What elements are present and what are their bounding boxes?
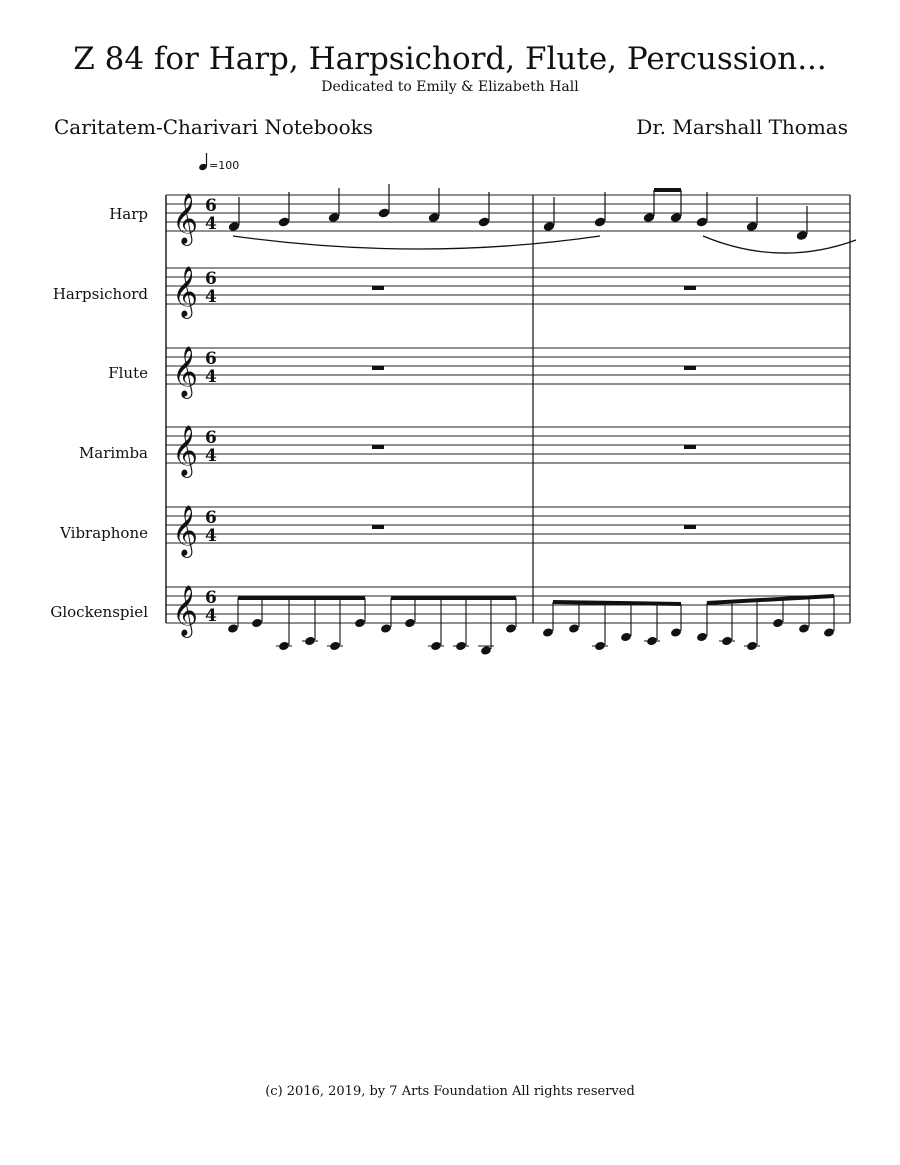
copyright-footer: (c) 2016, 2019, by 7 Arts Foundation All rights reserved — [265, 1084, 635, 1099]
svg-text:4: 4 — [205, 367, 217, 387]
whole-rest-icon — [372, 366, 384, 370]
whole-rest-icon — [372, 525, 384, 529]
whole-rest-icon — [684, 366, 696, 370]
harp-slurs — [233, 236, 856, 253]
treble-clef-icon: 𝄞 — [172, 505, 199, 556]
time-signature-flute — [205, 349, 217, 387]
time-signature-harp — [205, 196, 217, 234]
staff-harpsichord — [166, 268, 850, 304]
score-subtitle: Dedicated to Emily & Elizabeth Hall — [321, 79, 579, 95]
treble-clef-icon: 𝄞 — [172, 585, 199, 636]
tempo-text: =100 — [209, 159, 240, 172]
treble-clef-icon: 𝄞 — [172, 266, 199, 317]
instrument-label-flute: Flute — [108, 364, 148, 382]
instrument-label-vibraphone: Vibraphone — [60, 524, 148, 542]
staff-glockenspiel — [166, 587, 850, 623]
instrument-label-glockenspiel: Glockenspiel — [50, 603, 148, 621]
svg-text:4: 4 — [205, 287, 217, 307]
treble-clef-icon: 𝄞 — [172, 425, 199, 476]
score-title: Z 84 for Harp, Harpsichord, Flute, Percussion... — [73, 41, 827, 77]
staff-marimba — [166, 427, 850, 463]
collection-name: Caritatem-Charivari Notebooks — [54, 115, 374, 139]
svg-text:6: 6 — [205, 349, 217, 369]
time-signature-vibraphone — [205, 508, 217, 546]
instrument-label-marimba: Marimba — [78, 444, 148, 462]
whole-rest-icon — [684, 286, 696, 290]
svg-text:6: 6 — [205, 428, 217, 448]
svg-text:4: 4 — [205, 214, 217, 234]
svg-text:4: 4 — [205, 526, 217, 546]
time-signature-marimba — [205, 428, 217, 466]
tempo-marking — [198, 153, 239, 172]
treble-clef-icon: 𝄞 — [172, 193, 199, 244]
svg-text:6: 6 — [205, 588, 217, 608]
whole-rest-icon — [372, 445, 384, 449]
composer-name: Dr. Marshall Thomas — [636, 115, 848, 139]
instrument-label-harpsichord: Harpsichord — [52, 285, 148, 303]
svg-text:4: 4 — [205, 446, 217, 466]
whole-rest-icon — [684, 525, 696, 529]
measure-rests — [372, 286, 696, 529]
instrument-label-harp: Harp — [109, 205, 148, 223]
whole-rest-icon — [684, 445, 696, 449]
staff-flute — [166, 348, 850, 384]
time-signature-harpsichord — [205, 269, 217, 307]
svg-text:6: 6 — [205, 269, 217, 289]
svg-text:4: 4 — [205, 606, 217, 626]
time-signature-glockenspiel — [205, 588, 217, 626]
whole-rest-icon — [372, 286, 384, 290]
svg-text:6: 6 — [205, 196, 217, 216]
svg-text:6: 6 — [205, 508, 217, 528]
staff-vibraphone — [166, 507, 850, 543]
treble-clef-icon: 𝄞 — [172, 346, 199, 397]
